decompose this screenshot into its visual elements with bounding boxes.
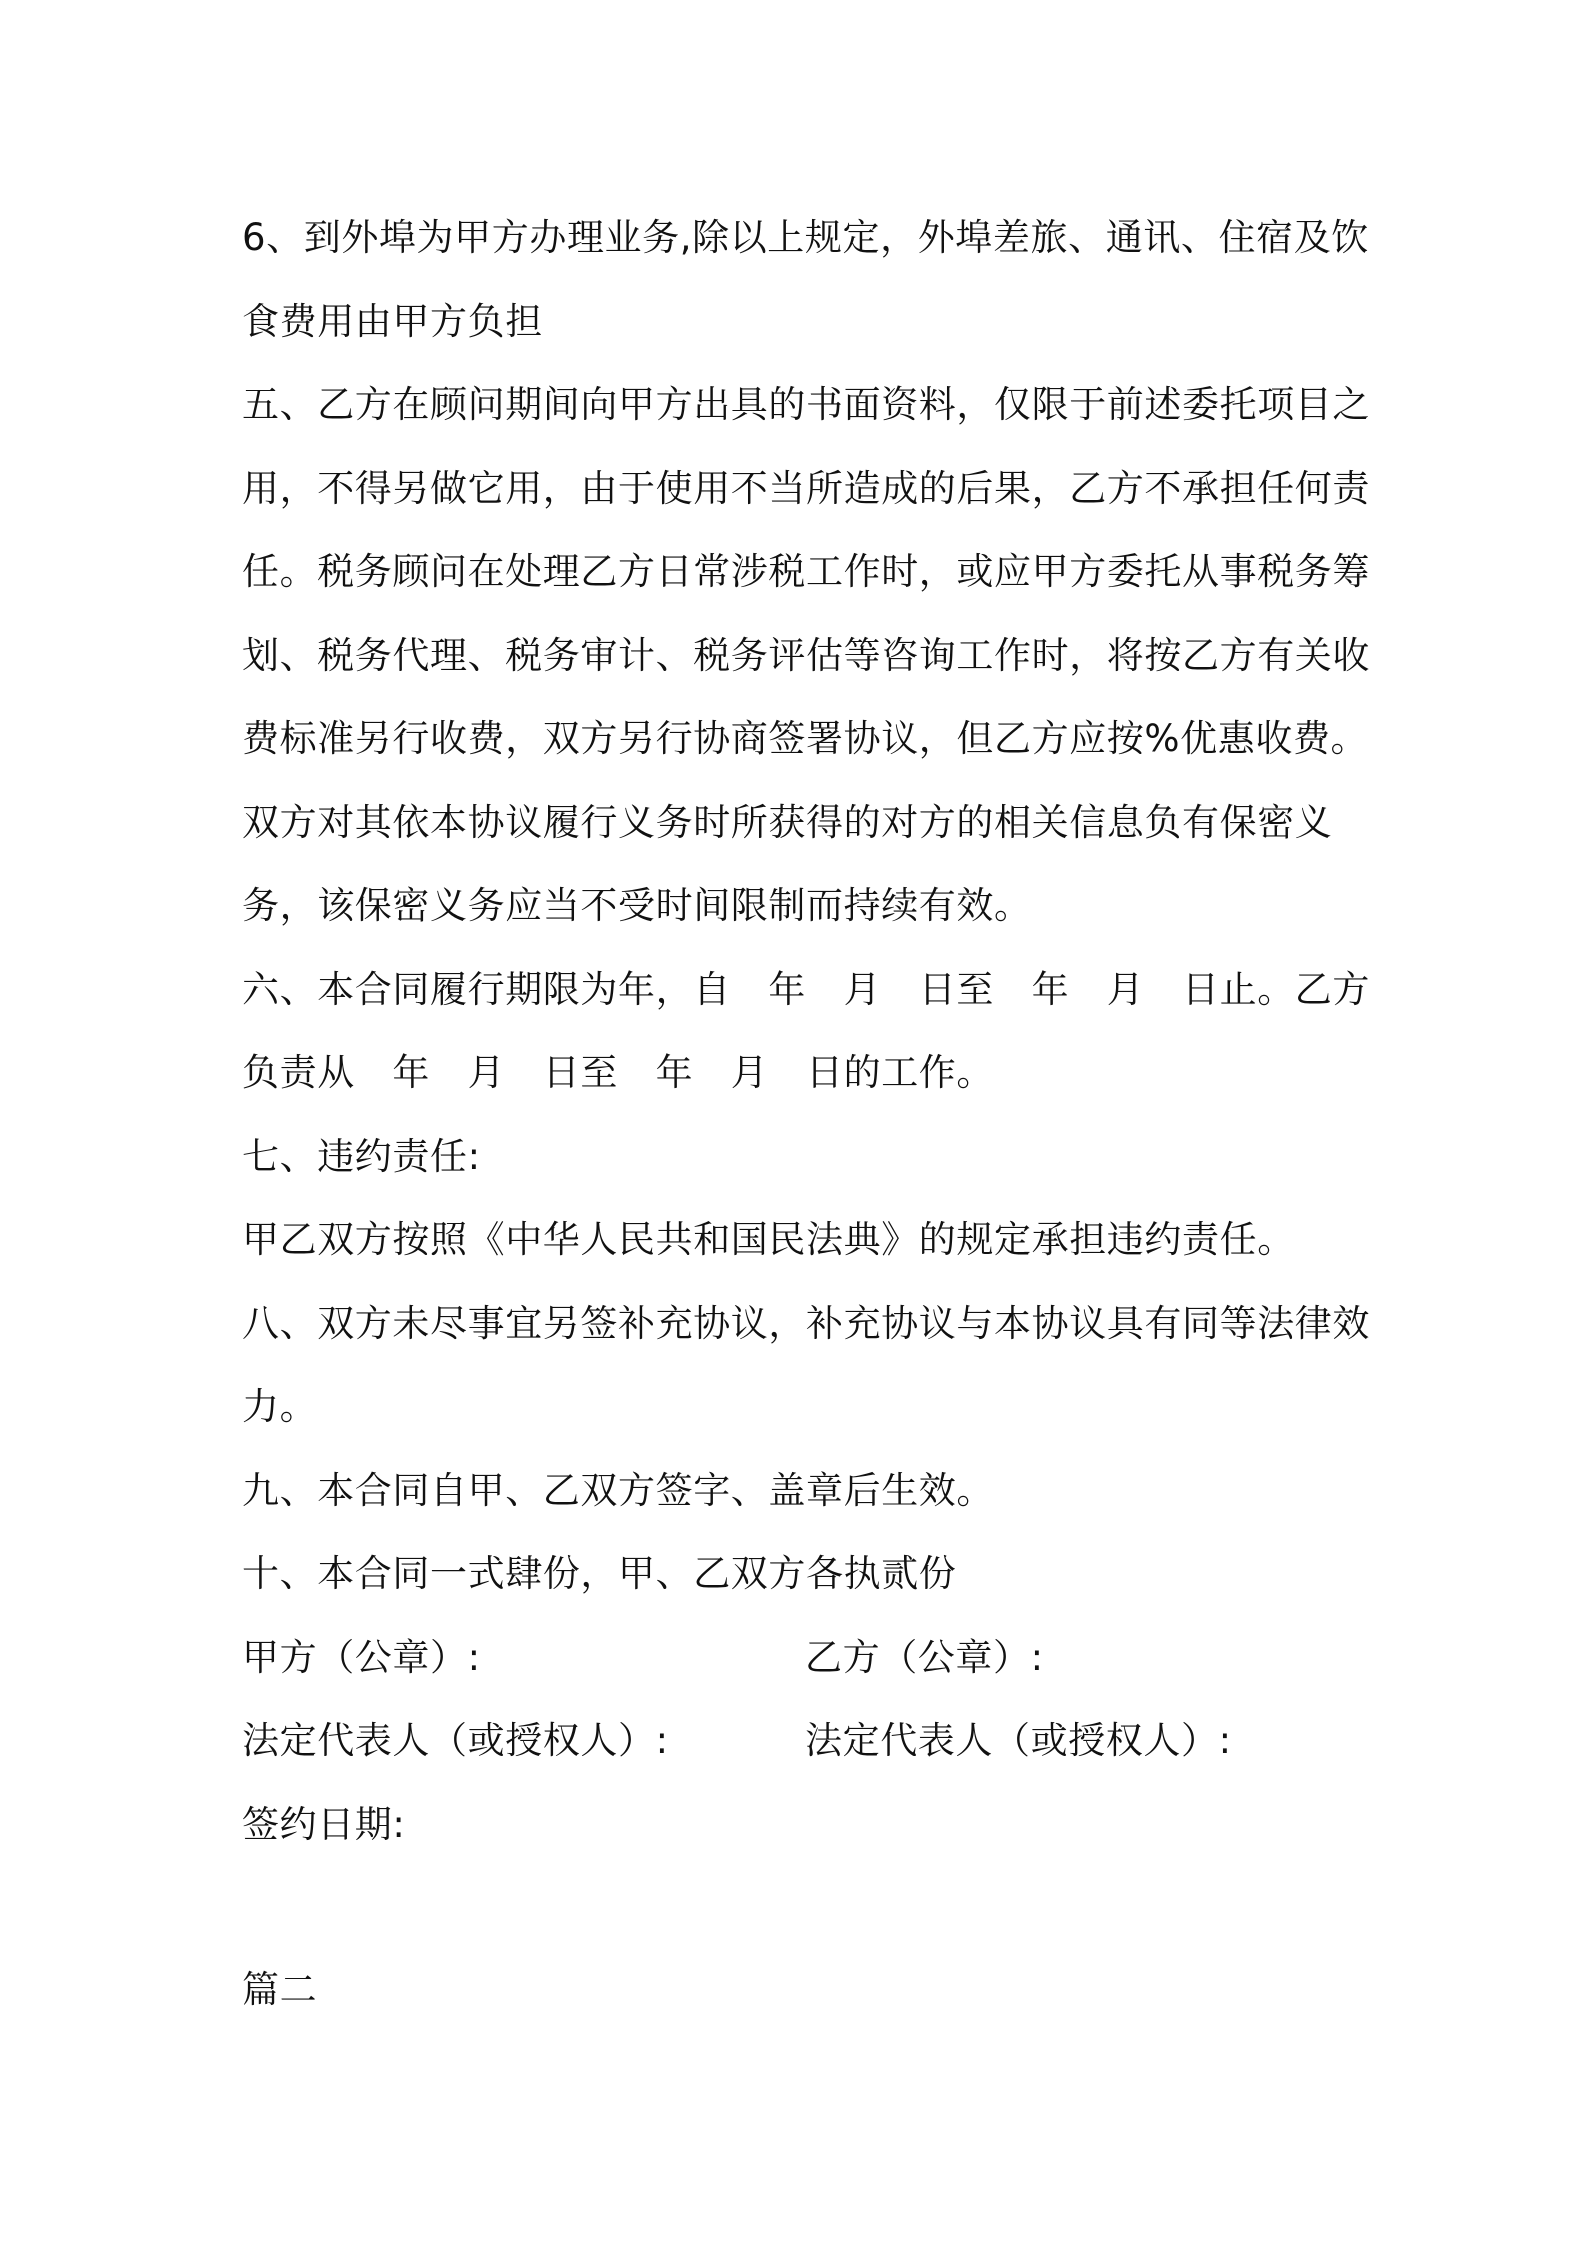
- paragraph-line: 任。税务顾问在处理乙方日常涉税工作时，或应甲方委托从事税务筹: [242, 550, 1370, 593]
- document-body: [242, 196, 1370, 1866]
- paragraph-line: 负责从 年 月 日至 年 月 日的工作。: [242, 1051, 994, 1094]
- sign-date-label: 签约日期:: [242, 1802, 406, 1846]
- section-title: 篇二: [242, 1968, 318, 2011]
- paragraph-line: 十、本合同一式肆份，甲、乙双方各执贰份: [242, 1552, 957, 1595]
- paragraph-line: 双方对其依本协议履行义务时所获得的对方的相关信息负有保密义: [242, 800, 1333, 844]
- paragraph-line: 七、违约责任:: [242, 1134, 481, 1178]
- representative-row: [242, 1699, 1362, 1783]
- party-b-rep-label: 法定代表人（或授权人）:: [805, 1719, 1232, 1762]
- paragraph-line: 务，该保密义务应当不受时间限制而持续有效。: [242, 884, 1032, 927]
- party-b-seal-label: 乙方（公章）:: [805, 1635, 1044, 1679]
- paragraph-line: 甲乙双方按照《中华人民共和国民法典》的规定承担违约责任。: [242, 1218, 1295, 1261]
- paragraph-line: 6、到外埠为甲方办理业务,除以上规定，外埠差旅、通讯、住宿及饮: [242, 216, 1369, 259]
- paragraph-line: 八、双方未尽事宜另签补充协议，补充协议与本协议具有同等法律效: [242, 1301, 1370, 1345]
- paragraph-line: 五、乙方在顾问期间向甲方出具的书面资料，仅限于前述委托项目之: [242, 383, 1370, 426]
- paragraph-line: 力。: [242, 1385, 318, 1428]
- paragraph-line: 六、本合同履行期限为年，自 年 月 日至 年 月 日止。乙方: [242, 967, 1370, 1011]
- sign-date-row: [242, 1783, 1362, 1867]
- paragraph-line: 划、税务代理、税务审计、税务评估等咨询工作时，将按乙方有关收: [242, 633, 1370, 677]
- paragraph-line: 食费用由甲方负担: [242, 299, 543, 343]
- party-a-seal-label: 甲方（公章）:: [242, 1635, 481, 1679]
- seal-row: [242, 1616, 1362, 1700]
- paragraph-line: 九、本合同自甲、乙双方签字、盖章后生效。: [242, 1468, 994, 1512]
- paragraph-line: 用，不得另做它用，由于使用不当所造成的后果，乙方不承担任何责: [242, 466, 1370, 510]
- paragraph-line: 费标准另行收费，双方另行协商签署协议，但乙方应按%优惠收费。: [242, 717, 1369, 760]
- party-a-rep-label: 法定代表人（或授权人）:: [242, 1719, 669, 1762]
